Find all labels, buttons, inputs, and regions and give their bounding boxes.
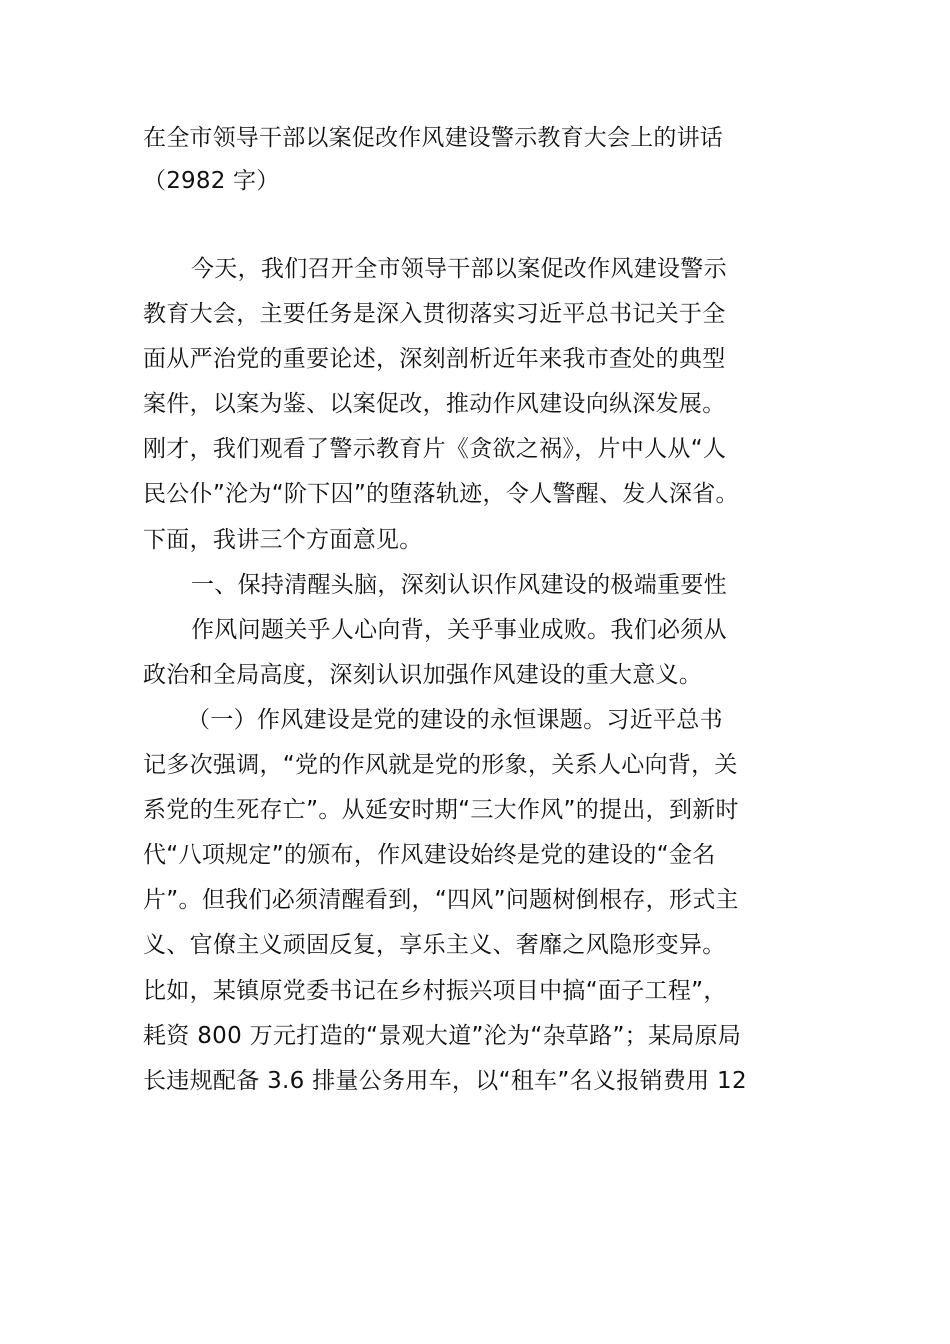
paragraph-sub1-line-7: 比如，某镇原党委书记在乡村振兴项目中搞“面子工程”， — [143, 977, 727, 1004]
paragraph-sub1-line-1: （一）作风建设是党的建设的永恒课题。习近平总书 — [187, 706, 723, 733]
document-content — [143, 117, 807, 1104]
paragraph-section1-line-1: 作风问题关乎人心向背，关乎事业成败。我们必须从 — [191, 616, 727, 643]
paragraph-section1-line-2: 政治和全局高度，深刻认识加强作风建设的重大意义。 — [143, 661, 703, 688]
paragraph-sub1-line-2: 记多次强调，“党的作风就是党的形象，关系人心向背，关 — [143, 752, 738, 779]
paragraph-intro-line-5: 刚才，我们观看了警示教育片《贪欲之祸》，片中人从“人 — [143, 436, 727, 463]
document-title-line-1: 在全市领导干部以案促改作风建设警示教育大会上的讲话 — [143, 125, 723, 151]
paragraph-intro-line-1: 今天，我们召开全市领导干部以案促改作风建设警示 — [191, 256, 727, 282]
paragraph-intro-line-3: 面从严治党的重要论述，深刻剖析近年来我市查处的典型 — [143, 346, 726, 373]
paragraph-sub1-line-4: 代“八项规定”的颁布，作风建设始终是党的建设的“金名 — [143, 842, 716, 869]
section-heading-1: 一、保持清醒头脑，深刻认识作风建设的极端重要性 — [191, 571, 727, 598]
paragraph-sub1-line-3: 系党的生死存亡”。从延安时期“三大作风”的提出，到新时 — [143, 797, 739, 824]
paragraph-sub1-line-5: 片”。但我们必须清醒看到，“四风”问题树倒根存，形式主 — [143, 887, 739, 914]
paragraph-intro-line-4: 案件，以案为鉴、以案促改，推动作风建设向纵深发展。 — [143, 391, 726, 418]
paragraph-intro-line-6: 民公仆”沦为“阶下囚”的堕落轨迹，令人警醒、发人深省。 — [143, 481, 739, 508]
paragraph-sub1-line-9: 长违规配备 3.6 排量公务用车，以“租车”名义报销费用 12 — [143, 1067, 747, 1094]
paragraph-intro-line-7: 下面，我讲三个方面意见。 — [143, 526, 423, 553]
paragraph-sub1-line-6: 义、官僚主义顽固反复，享乐主义、奢靡之风隐形变异。 — [143, 932, 726, 959]
title-spacer — [143, 203, 807, 247]
paragraph-intro-line-2: 教育大会，主要任务是深入贯彻落实习近平总书记关于全 — [143, 301, 726, 328]
document-title-line-2: （2982 字） — [143, 168, 280, 194]
paragraph-sub1-line-8: 耗资 800 万元打造的“景观大道”沦为“杂草路”；某局原局 — [143, 1022, 742, 1049]
